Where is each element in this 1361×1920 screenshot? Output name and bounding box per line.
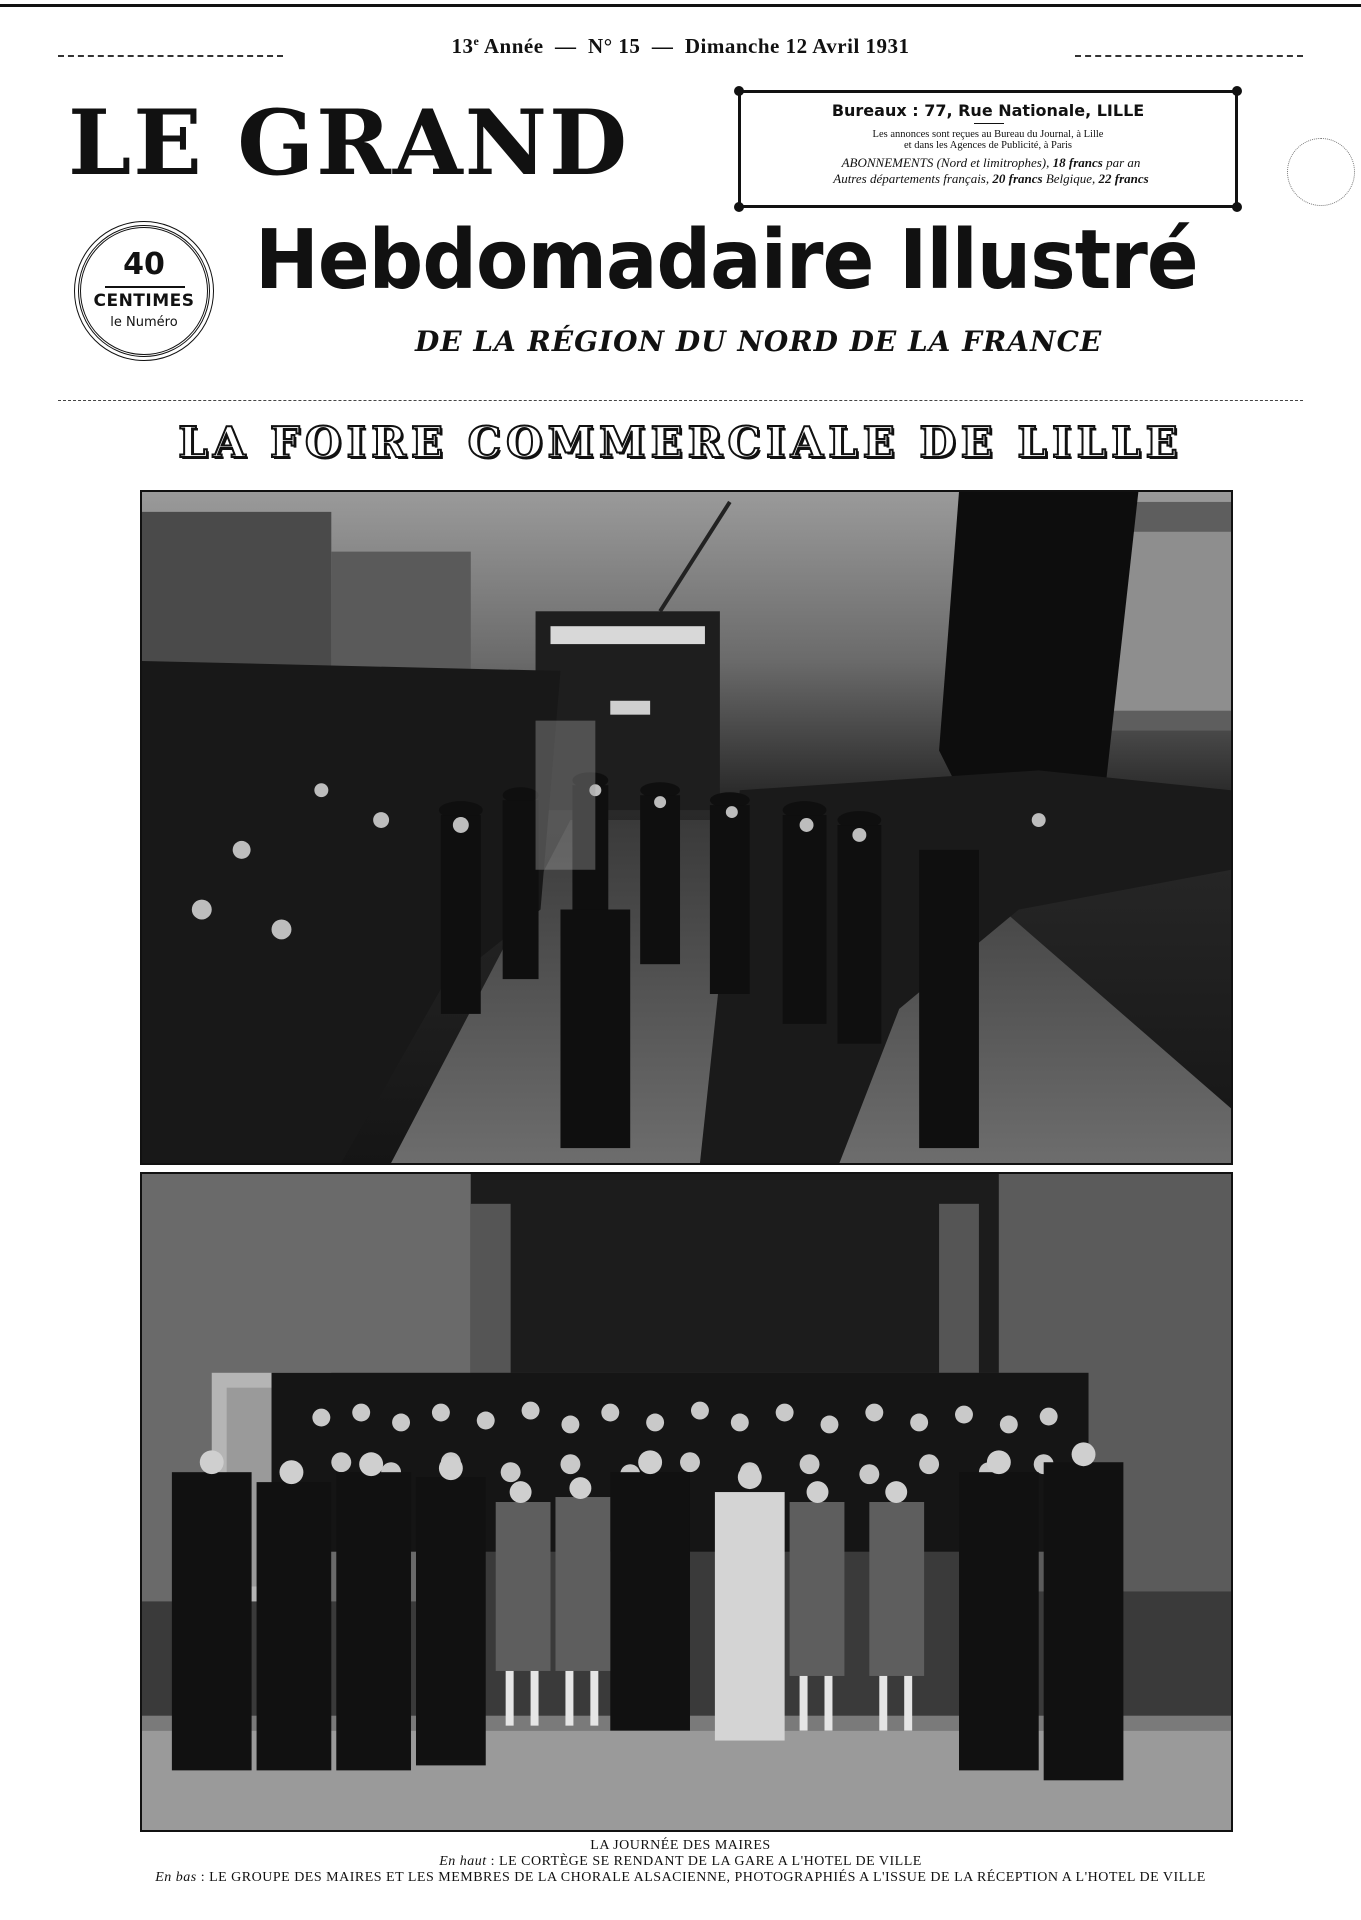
photo-group [140, 1172, 1233, 1832]
photo-group-image [142, 1174, 1231, 1830]
caption-top-line [0, 1854, 1361, 1870]
ornament-icon [734, 202, 744, 212]
photo-procession [140, 490, 1233, 1165]
price-rule [105, 286, 185, 288]
info-ads [741, 129, 1235, 151]
subs-line2-price2: 22 francs [1098, 171, 1149, 186]
info-ads-line2: et dans les Agences de Publicité, à Paris [904, 140, 1072, 151]
info-subscriptions [747, 155, 1235, 187]
caption-bottom-text: : LE GROUPE DES MAIRES ET LES MEMBRES DE LA CHORALE ALSACIENNE, PHOTOGRAPHIÉS A L'ISSUE DE LA RÉCEPTION A L'HOTEL DE VILLE [196, 1870, 1206, 1885]
caption-top-text: : LE CORTÈGE SE RENDANT DE LA GARE A L'HOTEL DE VILLE [486, 1854, 922, 1869]
masthead-title-line2: Hebdomadaire Illustré [255, 213, 1198, 308]
subs-line1-price: 18 francs [1052, 155, 1103, 170]
issue-line: 13e Année — N° 15 — Dimanche 12 Avril 1931 [451, 34, 910, 58]
price-per: le Numéro [110, 315, 178, 330]
caption-top-prefix: En haut [439, 1854, 487, 1869]
info-ads-line1: Les annonces sont reçues au Bureau du Journal, à Lille [872, 129, 1104, 140]
issue-number: N° 15 [588, 34, 641, 58]
headline: LA FOIRE COMMERCIALE DE LILLE [178, 418, 1183, 467]
top-rule [0, 4, 1361, 7]
ornament-icon [1232, 202, 1242, 212]
price-unit: CENTIMES [93, 291, 195, 311]
subs-line1-a: ABONNEMENTS (Nord et limitrophes), [841, 155, 1050, 170]
photo-procession-image [142, 492, 1231, 1163]
price-circle [78, 225, 210, 357]
subs-line2-a: Autres départements français, [833, 171, 990, 186]
issue-year: 13 [451, 34, 474, 58]
issue-year-sup: e [473, 34, 480, 48]
masthead-rule [58, 400, 1303, 401]
info-separator [974, 123, 1004, 124]
ornament-icon [1232, 86, 1242, 96]
info-box [738, 90, 1238, 208]
info-address: Bureaux : 77, Rue Nationale, LILLE [831, 101, 1145, 120]
subs-line2-b: Belgique, [1045, 171, 1096, 186]
issue-year-label: Année [483, 34, 544, 58]
caption-bottom-prefix: En bas [155, 1870, 197, 1885]
caption-bottom-line [0, 1870, 1361, 1886]
issue-date: Dimanche 12 Avril 1931 [684, 34, 910, 58]
subs-line1-b: par an [1106, 155, 1141, 170]
caption [0, 1838, 1361, 1886]
ornament-icon [734, 86, 744, 96]
library-stamp [1287, 138, 1355, 206]
caption-title: LA JOURNÉE DES MAIRES [590, 1838, 771, 1853]
price-amount: 40 [123, 247, 165, 282]
masthead-title-line1: LE GRAND [68, 90, 630, 196]
masthead-subtitle: DE LA RÉGION DU NORD DE LA FRANCE [415, 325, 1103, 358]
subs-line2-price: 20 francs [992, 171, 1043, 186]
